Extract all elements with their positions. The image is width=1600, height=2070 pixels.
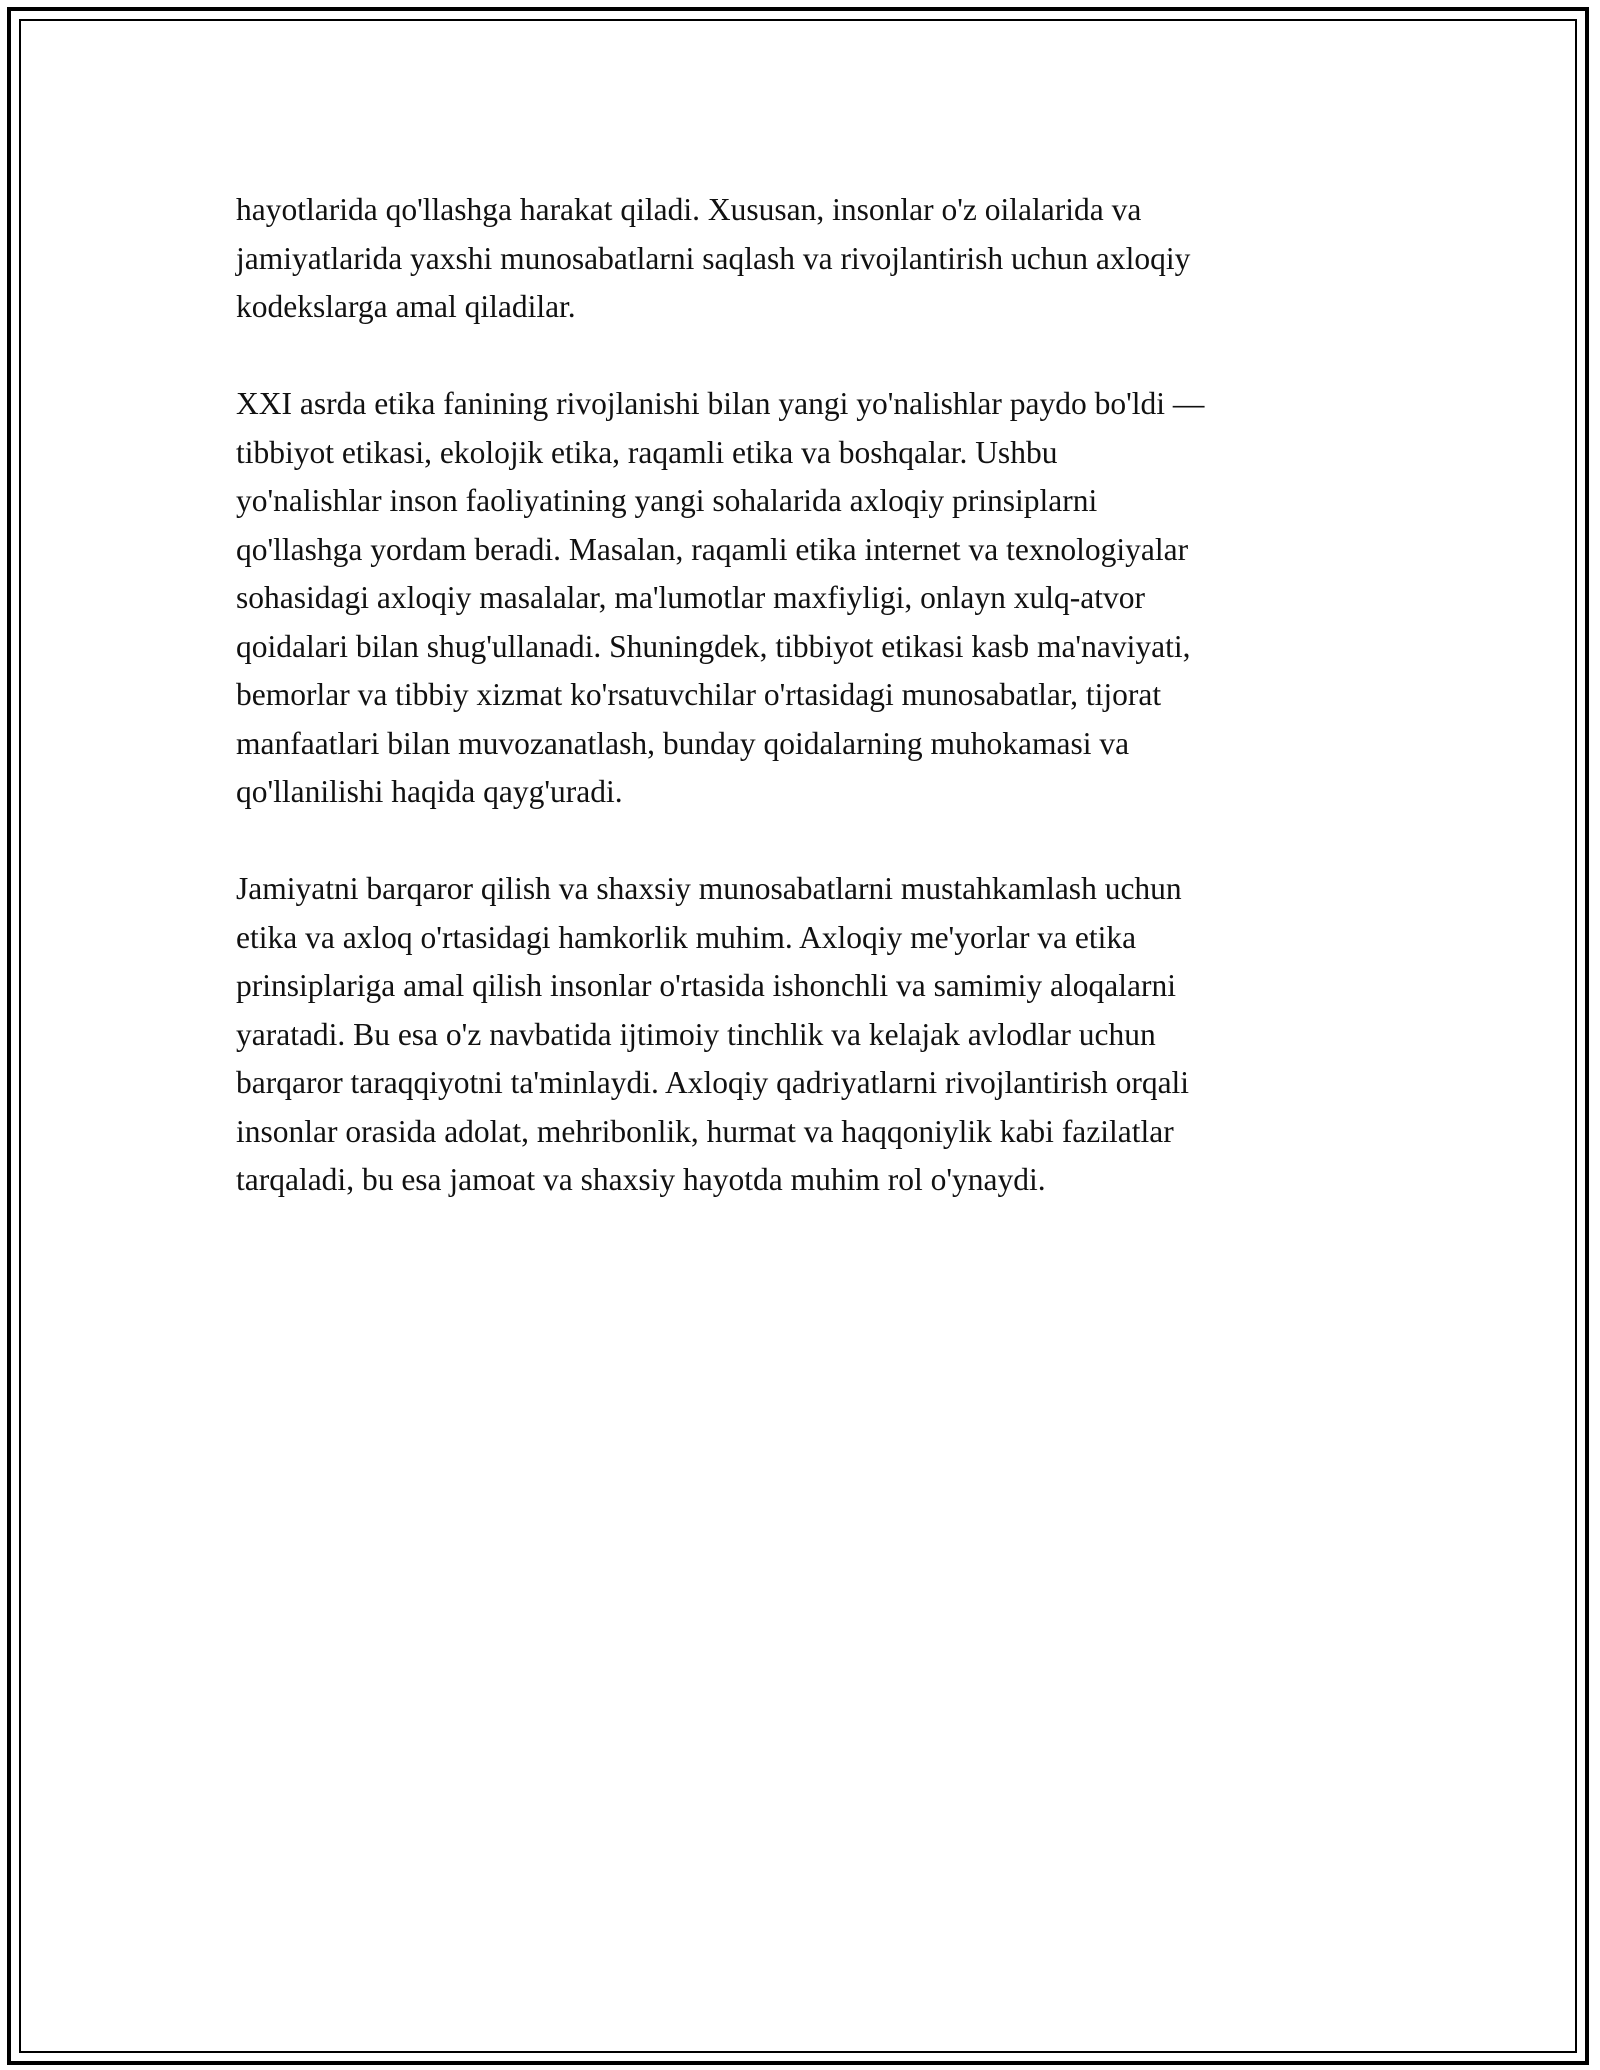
paragraph-1 [236,186,1376,332]
text-line: manfaatlari bilan muvozanatlash, bunday qoidalarning muhokamasi va [236,725,1130,761]
text-line: XXI asrda etika fanining rivojlanishi bilan yangi yo'nalishlar paydo bo'ldi — [236,386,1205,421]
text-line: yo'nalishlar inson faoliyatining yangi sohalarida axloqiy prinsiplarni [236,483,1098,518]
text-line: jamiyatlarida yaxshi munosabatlarni saqlash va rivojlantirish uchun axloqiy [236,240,1191,276]
text-line: prinsiplariga amal qilish insonlar o'rtasida ishonchli va samimiy aloqalarni [236,968,1176,1003]
text-line: hayotlarida qo'llashga harakat qiladi. Xususan, insonlar o'z oilalarida va [236,192,1142,227]
text-line: bemorlar va tibbiy xizmat ko'rsatuvchilar o'rtasidagi munosabatlar, tijorat [236,677,1162,712]
text-line: qo'llashga yordam beradi. Masalan, raqamli etika internet va texnologiyalar [236,531,1189,567]
paragraph-3 [236,865,1376,1205]
text-line: yaratadi. Bu esa o'z navbatida ijtimoiy tinchlik va kelajak avlodlar uchun [236,1016,1156,1052]
text-line: tibbiyot etikasi, ekolojik etika, raqamli etika va boshqalar. Ushbu [236,434,1058,470]
text-line: qo'llanilishi haqida qayg'uradi. [236,774,623,809]
text-line: qoidalari bilan shug'ullanadi. Shuningdek, tibbiyot etikasi kasb ma'naviyati, [236,628,1191,664]
text-line: kodekslarga amal qiladilar. [236,289,576,324]
text-line: etika va axloq o'rtasidagi hamkorlik muhim. Axloqiy me'yorlar va etika [236,919,1137,955]
text-line: sohasidagi axloqiy masalalar, ma'lumotlar maxfiyligi, onlayn xulq-atvor [236,580,1145,615]
document-body [236,186,1376,1253]
text-line: barqaror taraqqiyotni ta'minlaydi. Axloqiy qadriyatlarni rivojlantirish orqali [236,1065,1190,1100]
text-line: tarqaladi, bu esa jamoat va shaxsiy hayotda muhim rol o'ynaydi. [236,1162,1046,1197]
paragraph-2 [236,380,1376,817]
text-line: Jamiyatni barqaror qilish va shaxsiy munosabatlarni mustahkamlash uchun [236,871,1182,906]
text-line: insonlar orasida adolat, mehribonlik, hurmat va haqqoniylik kabi fazilatlar [236,1113,1174,1149]
